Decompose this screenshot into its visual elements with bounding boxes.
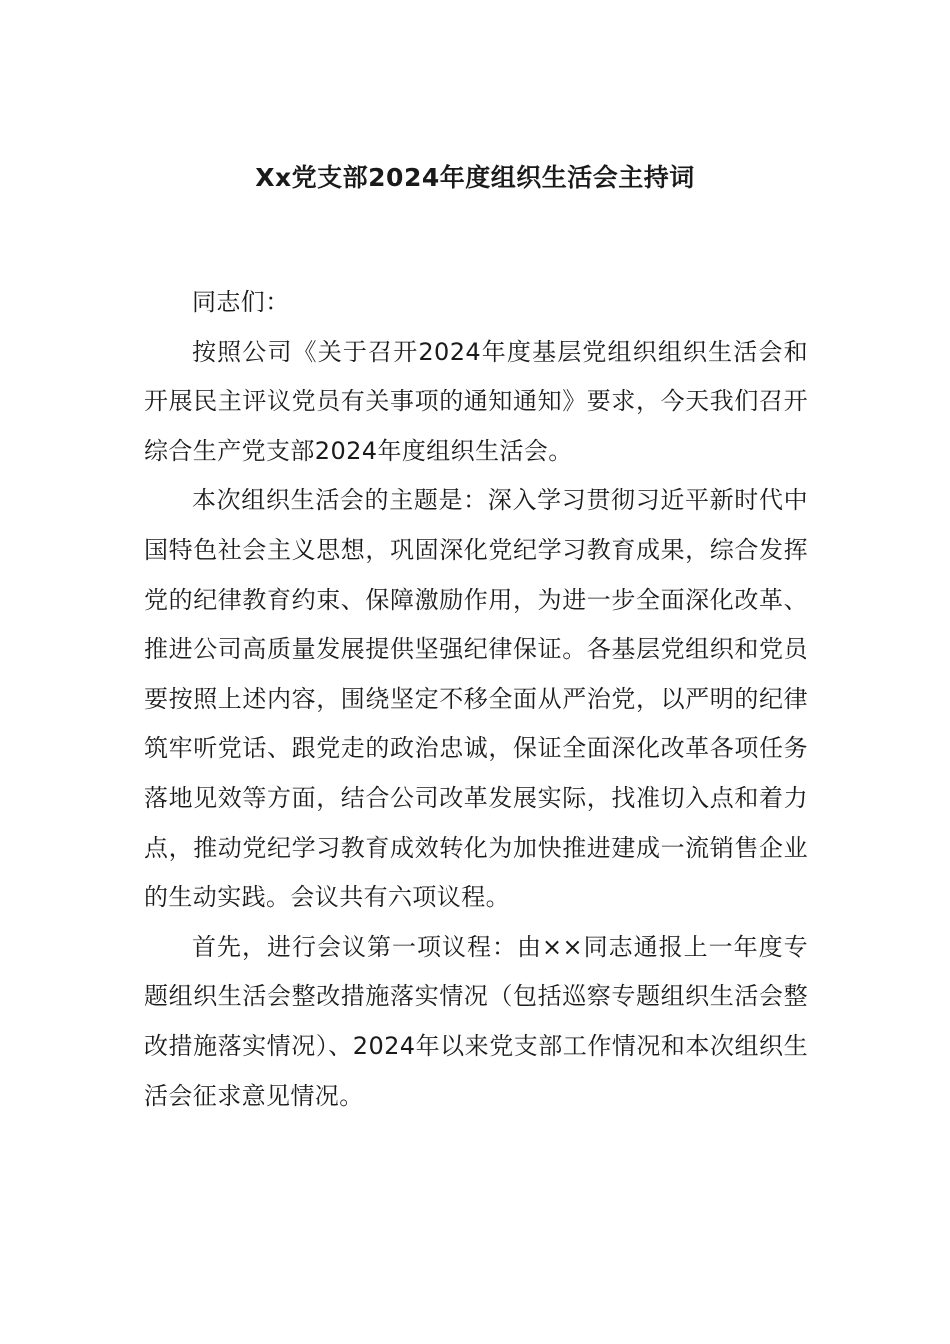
document-body	[144, 278, 808, 1121]
paragraph-salutation: 同志们：	[192, 288, 290, 316]
document-title: Xx党支部2024年度组织生活会主持词	[255, 163, 695, 192]
paragraph-agenda-one: 首先，进行会议第一项议程：由××同志通报上一年度专题组织生活会整改措施落实情况（包括巡察专题组织生活会整改措施落实情况）、2024年以来党支部工作情况和本次组织生活会征求意见情况。	[144, 932, 808, 1110]
paragraph-notice: 按照公司《关于召开2024年度基层党组织组织生活会和开展民主评议党员有关事项的通知通知》要求，今天我们召开综合生产党支部2024年度组织生活会。	[144, 337, 808, 465]
paragraph-theme: 本次组织生活会的主题是：深入学习贯彻习近平新时代中国特色社会主义思想，巩固深化党纪学习教育成果，综合发挥党的纪律教育约束、保障激励作用，为进一步全面深化改革、推进公司高质量发展提供坚强纪律保证。各基层党组织和党员要按照上述内容，围绕坚定不移全面从严治党，以严明的纪律筑牢听党话、跟党走的政治忠诚，保证全面深化改革各项任务落地见效等方面，结合公司改革发展实际，找准切入点和着力点，推动党纪学习教育成效转化为加快推进建成一流销售企业的生动实践。会议共有六项议程。	[144, 486, 808, 912]
